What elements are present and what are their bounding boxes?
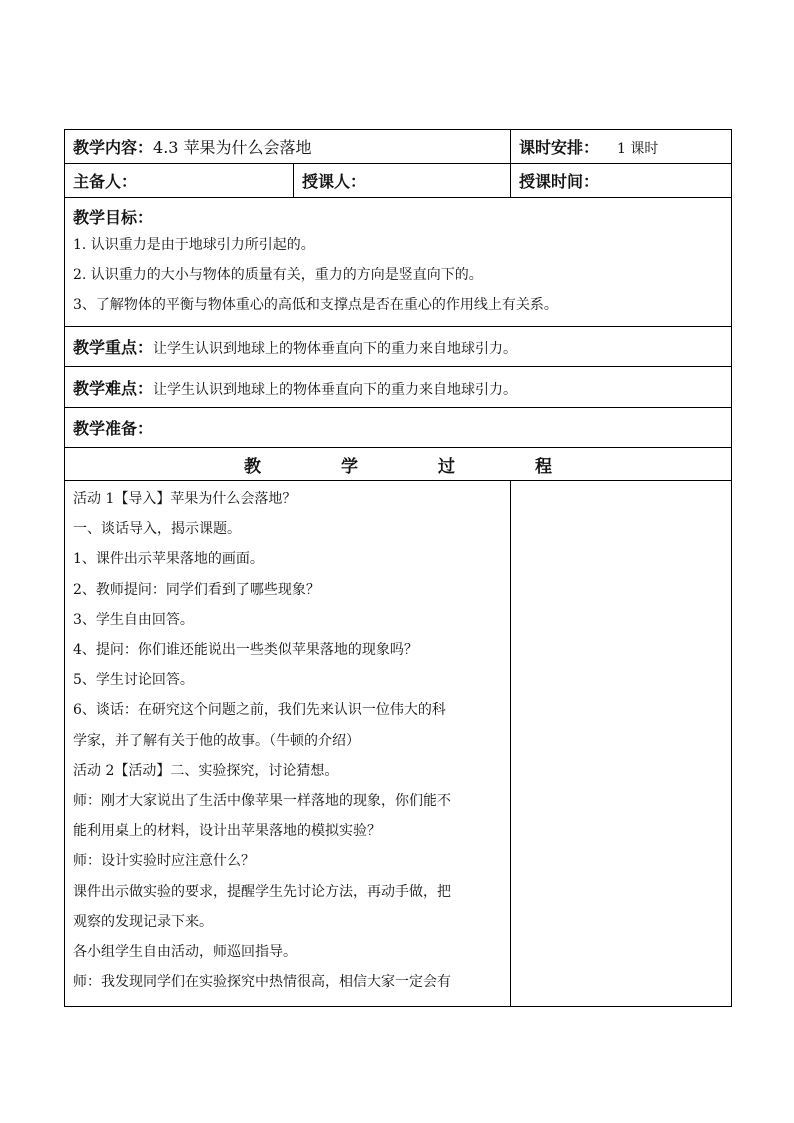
goals-title: 教学目标：: [73, 208, 154, 227]
goal-item: 2. 认识重力的大小与物体的质量有关，重力的方向是竖直向下的。: [73, 267, 483, 283]
process-content-cell: [65, 481, 511, 1007]
content-cell: [65, 130, 511, 164]
schedule-cell: [511, 130, 732, 164]
process-row: [65, 481, 732, 1007]
process-title-char: 过: [438, 456, 455, 477]
difficulty-row: [65, 367, 732, 408]
key-point-text: 让学生认识到地球上的物体垂直向下的重力来自地球引力。: [153, 341, 518, 357]
content-value: 4.3 苹果为什么会落地: [153, 138, 312, 157]
schedule-label: 课时安排：: [519, 138, 600, 157]
key-point-row: [65, 327, 732, 367]
preparer-label: 主备人：: [73, 172, 138, 191]
time-label: 授课时间：: [519, 172, 600, 191]
difficulty-label: 教学难点：: [73, 378, 154, 398]
process-title-char: 教: [244, 456, 261, 477]
process-line: 一、谈话导入，揭示课题。: [73, 521, 241, 538]
header-row: [65, 130, 732, 164]
preparation-cell: [65, 408, 732, 448]
time-cell: [511, 164, 732, 198]
goals-cell: [65, 198, 732, 327]
process-title: [65, 448, 732, 481]
process-line: 活动 1【导入】苹果为什么会落地？: [73, 491, 297, 507]
goal-item: 1. 认识重力是由于地球引力所引起的。: [73, 237, 315, 253]
process-title-char: 程: [535, 456, 552, 477]
process-line: 1、课件出示苹果落地的画面。: [73, 551, 264, 568]
key-point-label: 教学重点：: [73, 338, 154, 357]
process-line: 师：刚才大家说出了生活中像苹果一样落地的现象，你们能不: [73, 793, 451, 810]
goals-row: [65, 198, 732, 327]
process-line: 各小组学生自由活动，师巡回指导。: [73, 944, 297, 961]
process-line: 课件出示做实验的要求，提醒学生先讨论方法，再动手做，把: [73, 883, 451, 900]
process-line: 师：我发现同学们在实验探究中热情很高，相信大家一定会有: [73, 974, 451, 991]
teacher-cell: [294, 164, 511, 198]
process-line: 2、教师提问：同学们看到了哪些现象？: [73, 581, 320, 598]
preparer-cell: [65, 164, 294, 198]
content-label: 教学内容：: [73, 138, 154, 157]
difficulty-text: 让学生认识到地球上的物体垂直向下的重力来自地球引力。: [153, 381, 518, 398]
difficulty-cell: [65, 367, 732, 408]
lesson-plan-sheet: [64, 129, 731, 1007]
process-line: 观察的发现记录下来。: [73, 913, 213, 930]
lesson-plan-table: [64, 129, 732, 1007]
process-title-row: [65, 448, 732, 481]
process-line: 活动 2【活动】二、实验探究，讨论猜想。: [73, 762, 339, 779]
schedule-value: 1 课时: [617, 141, 659, 157]
process-notes-cell: [511, 481, 732, 1007]
roles-row: [65, 164, 732, 198]
process-line: 6、谈话：在研究这个问题之前，我们先来认识一位伟大的科: [73, 702, 446, 719]
process-line: 能利用桌上的材料，设计出苹果落地的模拟实验？: [73, 823, 381, 840]
process-line: 学家，并了解有关于他的故事。（牛顿的介绍）: [73, 732, 360, 749]
preparation-row: [65, 408, 732, 448]
process-line: 3、学生自由回答。: [73, 611, 194, 628]
preparation-label: 教学准备：: [73, 419, 154, 438]
key-point-cell: [65, 327, 732, 367]
process-line: 4、提问：你们谁还能说出一些类似苹果落地的现象吗？: [73, 642, 418, 659]
process-line: 师：设计实验时应注意什么？: [73, 853, 255, 870]
teacher-label: 授课人：: [302, 172, 367, 191]
goal-item: 3、了解物体的平衡与物体重心的高低和支撑点是否在重心的作用线上有关系。: [73, 297, 558, 313]
process-title-char: 学: [341, 456, 358, 477]
process-line: 5、学生讨论回答。: [73, 672, 194, 689]
